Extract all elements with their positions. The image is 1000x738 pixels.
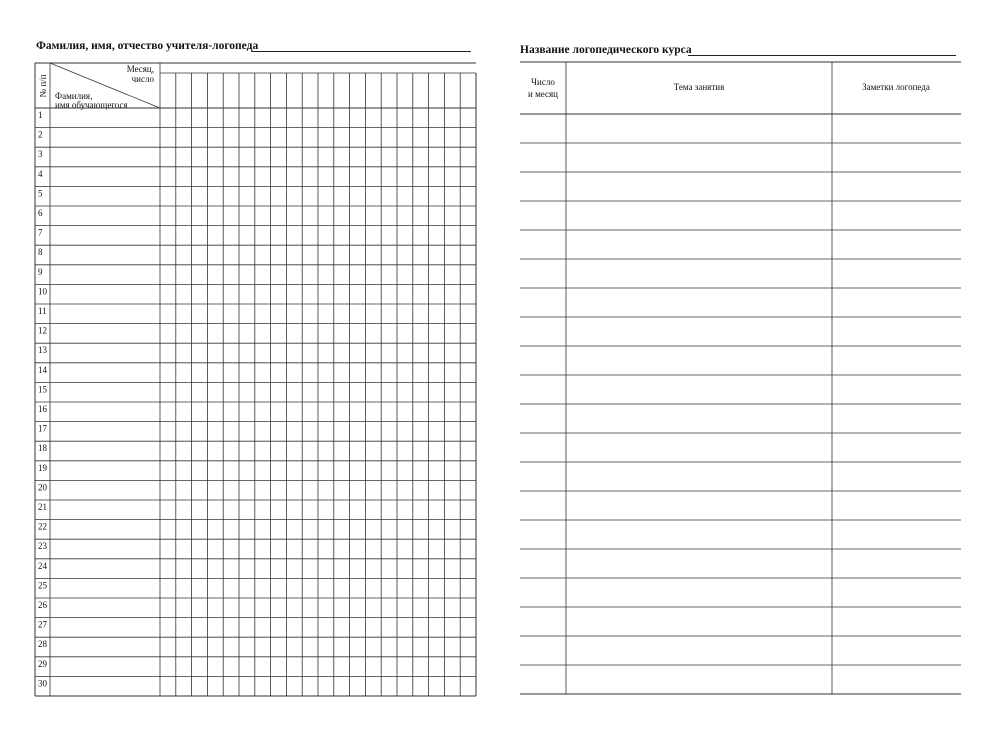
row-number: 11 [38,306,47,316]
header-month-label: Месяц, [126,64,154,74]
lesson-log-table [520,62,961,694]
attendance-grid [35,63,476,696]
row-number: 10 [38,286,47,297]
row-number: 26 [38,600,47,610]
row-number: 6 [38,208,43,218]
row-number: 19 [38,462,47,473]
row-number: 9 [38,266,43,277]
row-number: 5 [38,188,43,199]
col-date-label: Число [531,77,555,87]
row-number: 23 [38,541,47,552]
col-topic-label: Тема занятия [673,82,725,92]
row-number: 12 [38,325,47,336]
header-number-label: № п/п [38,74,48,98]
row-number: 14 [38,364,47,375]
row-number: 15 [38,384,47,395]
row-number: 18 [38,443,47,454]
row-number: 28 [38,639,47,650]
row-number: 24 [38,560,47,571]
col-date-label-2: и месяц [528,89,558,99]
row-number: 1 [38,110,43,120]
header-student-label: имя обучающегося [55,100,128,110]
row-number: 16 [38,404,47,414]
row-number: 21 [38,502,47,512]
row-number: 13 [38,345,47,356]
right-title: Название логопедического курса [520,44,692,56]
row-number: 2 [38,129,43,140]
row-number: 27 [38,619,47,630]
row-number: 25 [38,580,47,591]
row-number: 8 [38,247,43,258]
col-notes-label: Заметки логопеда [862,82,930,92]
row-number: 3 [38,149,43,160]
row-number: 30 [38,678,47,689]
header-surname-label: Фамилия, [55,91,93,101]
row-number: 17 [38,423,47,434]
row-number: 29 [38,658,47,669]
header-day-label: число [131,74,154,84]
row-number: 20 [38,482,47,493]
row-number: 4 [38,168,43,179]
left-title: Фамилия, имя, отчество учителя-логопеда [36,40,259,52]
row-number: 7 [38,227,43,238]
row-number: 22 [38,521,47,532]
